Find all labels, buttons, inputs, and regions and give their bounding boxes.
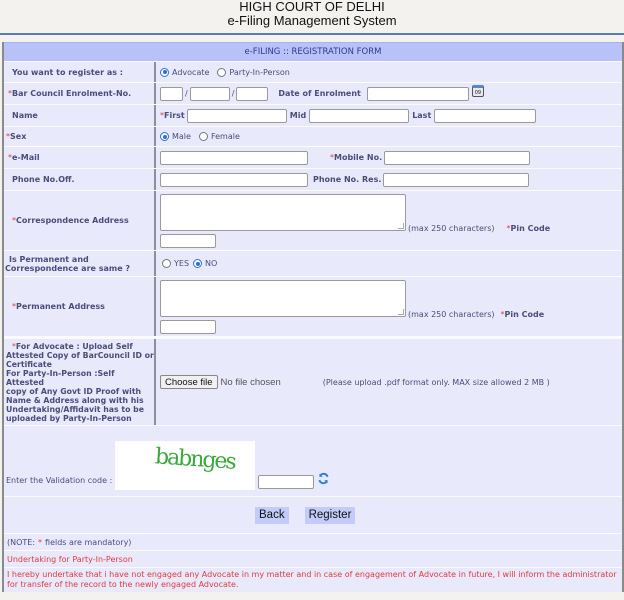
row-phone [4, 168, 622, 190]
site-title: HIGH COURT OF DELHI [239, 0, 385, 14]
bar-council-label: * Bar Council Enrolment-No. [4, 83, 156, 104]
site-header [0, 0, 624, 30]
refresh-captcha-icon[interactable] [317, 470, 330, 489]
phone-res-label: Phone No. Res. [313, 175, 382, 184]
radio-party-in-person[interactable] [217, 68, 226, 77]
mid-name-label: Mid [289, 111, 307, 120]
first-name-input[interactable] [187, 109, 287, 123]
undertaking-text: I hereby undertake that i have not engaged any Advocate in my matter and in case of engagement of Advocate in future, I will inform the administrator for transfer of the record to the newly engaged Advocate. [4, 567, 622, 592]
date-of-enrolment-label: Date of Enrolment [278, 89, 361, 98]
register-button[interactable]: Register [305, 507, 356, 524]
row-email [4, 146, 622, 168]
radio-same-yes-label: YES [174, 259, 190, 268]
radio-same-no-label: NO [205, 259, 218, 268]
calendar-icon[interactable]: 09 [472, 85, 484, 97]
register-as-label: You want to register as : [4, 62, 156, 82]
radio-same-no[interactable] [193, 259, 202, 268]
choose-file-button[interactable]: Choose file [160, 375, 218, 389]
radio-same-yes[interactable] [162, 259, 171, 268]
radio-female[interactable] [199, 132, 208, 141]
header-divider [0, 33, 624, 35]
name-label: Name [4, 105, 156, 126]
bar-council-year-input[interactable] [236, 87, 268, 101]
permanent-pin-input[interactable] [160, 320, 216, 334]
row-register-as [4, 61, 622, 82]
mobile-label: *Mobile No. [330, 153, 383, 162]
radio-party-in-person-label: Party-In-Person [229, 67, 290, 77]
date-of-enrolment-input[interactable] [367, 87, 469, 101]
mid-name-input[interactable] [309, 109, 409, 123]
correspondence-address-hint: (max 250 characters) [408, 223, 495, 233]
sex-label: * Sex [4, 127, 156, 146]
row-same-address [4, 250, 622, 276]
bar-council-state-input[interactable] [160, 87, 183, 101]
email-label: * e-Mail [4, 147, 156, 168]
site-subtitle: e-Filing Management System [227, 13, 397, 28]
phone-off-input[interactable] [160, 173, 308, 187]
row-name: Name *First Mid Last [4, 104, 622, 126]
radio-advocate-label: Advocate [172, 67, 210, 77]
captcha-label: Enter the Validation code : [6, 476, 113, 485]
form-title: e-FILING :: REGISTRATION FORM [4, 42, 622, 61]
phone-off-label: Phone No.Off. [4, 169, 156, 190]
permanent-address-label: * Permanent Address [4, 277, 156, 336]
permanent-pin-label: *Pin Code [500, 309, 545, 319]
row-captcha [4, 425, 622, 496]
correspondence-pin-input[interactable] [160, 234, 216, 248]
last-name-label: Last [412, 111, 432, 120]
correspondence-address-textarea[interactable] [160, 194, 406, 231]
correspondence-pin-label: *Pin Code [506, 223, 551, 233]
permanent-address-textarea[interactable] [160, 280, 406, 317]
row-actions [4, 496, 622, 533]
file-status: No file chosen [220, 376, 281, 388]
radio-male[interactable] [160, 132, 169, 141]
upload-hint: (Please upload .pdf format only. MAX size allowed 2 MB ) [322, 377, 550, 387]
registration-form [2, 42, 624, 592]
back-button[interactable]: Back [255, 507, 289, 524]
row-permanent-address [4, 276, 622, 336]
first-name-label: First [164, 111, 185, 120]
radio-advocate[interactable] [160, 68, 169, 77]
email-input[interactable] [160, 151, 308, 165]
radio-female-label: Female [210, 132, 240, 141]
bar-council-number-input[interactable] [190, 87, 230, 101]
radio-male-label: Male [172, 132, 191, 141]
captcha-input[interactable] [258, 475, 314, 489]
upload-label: *For Advocate : Upload Self Attested Copy of BarCouncil ID or Certificate For Party-In-Person :Self Attested copy of Any Govt ID Proof with Name & Address along with his Undertaking/Affidavit has to be uploaded by Party-In-Person [4, 339, 156, 425]
permanent-address-hint: (max 250 characters) [408, 309, 495, 319]
phone-res-input[interactable] [383, 173, 529, 187]
row-bar-council: * Bar Council Enrolment-No. / / Date of Enrolment 09 [4, 82, 622, 104]
same-address-label: Is Permanent and Correspondence are same ? [4, 251, 156, 276]
mobile-input[interactable] [384, 151, 530, 165]
correspondence-address-label: * Correspondence Address [4, 191, 156, 250]
mandatory-note: (NOTE: * fields are mandatory) [4, 533, 622, 550]
row-upload [4, 336, 622, 425]
captcha-image: babnges [115, 441, 255, 490]
last-name-input[interactable] [434, 109, 536, 123]
row-sex [4, 126, 622, 146]
undertaking-title: Undertaking for Party-In-Person [4, 550, 622, 567]
row-correspondence-address [4, 190, 622, 250]
